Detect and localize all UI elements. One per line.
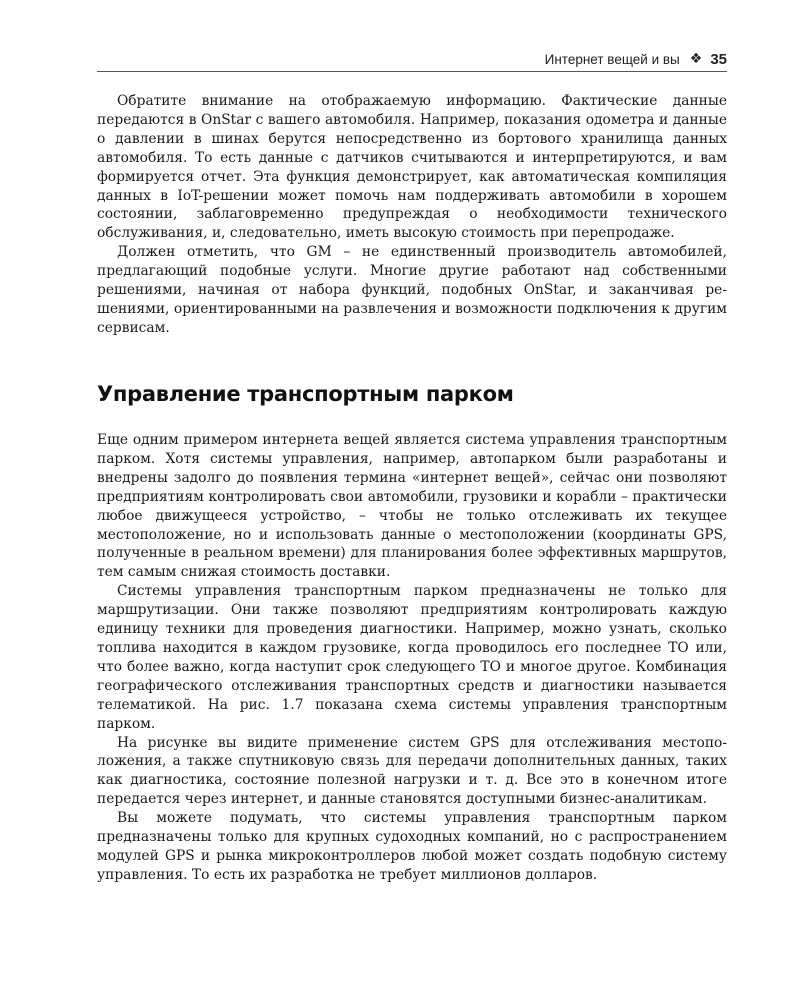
header-rule	[97, 71, 727, 72]
paragraph: Обратите внимание на отображаемую информацию. Фактические данные передаются в OnStar с вашего автомобиля. Например, показания одометра и данные о давлении в шинах берутся непосредственно из бортового хранилища данных автомобиля. То есть данные с датчиков считываются и интерпретируются, и вам формируется отчет. Эта функция демонстрирует, как автоматическая компиляция данных в IoT-решении может помочь нам поддерживать автомобили в хорошем состоянии, заблаговременно предупреждая о необходимости технического обслуживания, и, следовательно, иметь высокую стоимость при перепродаже.	[97, 93, 727, 242]
paragraph: Вы можете подумать, что системы управления транспортным парком предназначены только для крупных судоходных компаний, но с распространением модулей GPS и рынка микроконтроллеров любой может создать подобную систему управления. То есть их разработка не требует миллионов долларов.	[97, 810, 727, 883]
paragraph: Еще одним примером интернета вещей является система управления транспортным парком. Хотя системы управления, например, автопарком были разработаны и внедрены задолго до появления термина «интернет вещей», сейчас они позволяют предприятиям контролировать свои автомобили, грузовики и корабли – практически любое движущееся устройство, – чтобы не только отслеживать их текущее местоположение, но и использовать данные о местоположении (координаты GPS, полученные в реальном времени) для планирования более эффективных маршрутов, тем самым снижая стоимость доставки.	[97, 432, 727, 581]
paragraph: На рисунке вы видите применение систем GPS для отслеживания местоположения, а также спутниковую связь для передачи дополнительных данных, таких как диагностика, состояние полезной нагрузки и т. д. Все это в конечном итоге передается через интернет, и данные становятся доступными бизнес-аналитикам.	[97, 734, 727, 808]
section-text-block	[97, 431, 727, 885]
page-number: 35	[710, 50, 727, 68]
paragraph: Системы управления транспортным парком предназначены не только для маршрутизации. Они также позволяют предприятиям контролировать каждую единицу техники для проведения диагностики. Например, можно узнать, сколько топлива находится в каждом грузовике, когда проводилось его последнее ТО или, что более важно, когда наступит срок следующего ТО и многое другое. Комбинация географического отслеживания транспортных средств и диагностики называется телематикой. На рис. 1.7 показана схема системы управления транспортным парком.	[97, 583, 727, 732]
intro-text-block	[97, 92, 727, 338]
running-header	[97, 46, 727, 72]
running-header-title: Интернет вещей и вы	[544, 51, 680, 67]
section-heading: Управление транспортным парком	[97, 382, 514, 406]
paragraph: Должен отметить, что GM – не единственный производитель автомобилей, предлагающий подобные услуги. Многие другие работают над собственными решениями, начиная от набора функций, подобных OnStar, и заканчивая решениями, ориентированными на развлечения и возможности подключения к другим сервисам.	[97, 244, 727, 336]
ornament-icon: ❖	[689, 51, 703, 67]
